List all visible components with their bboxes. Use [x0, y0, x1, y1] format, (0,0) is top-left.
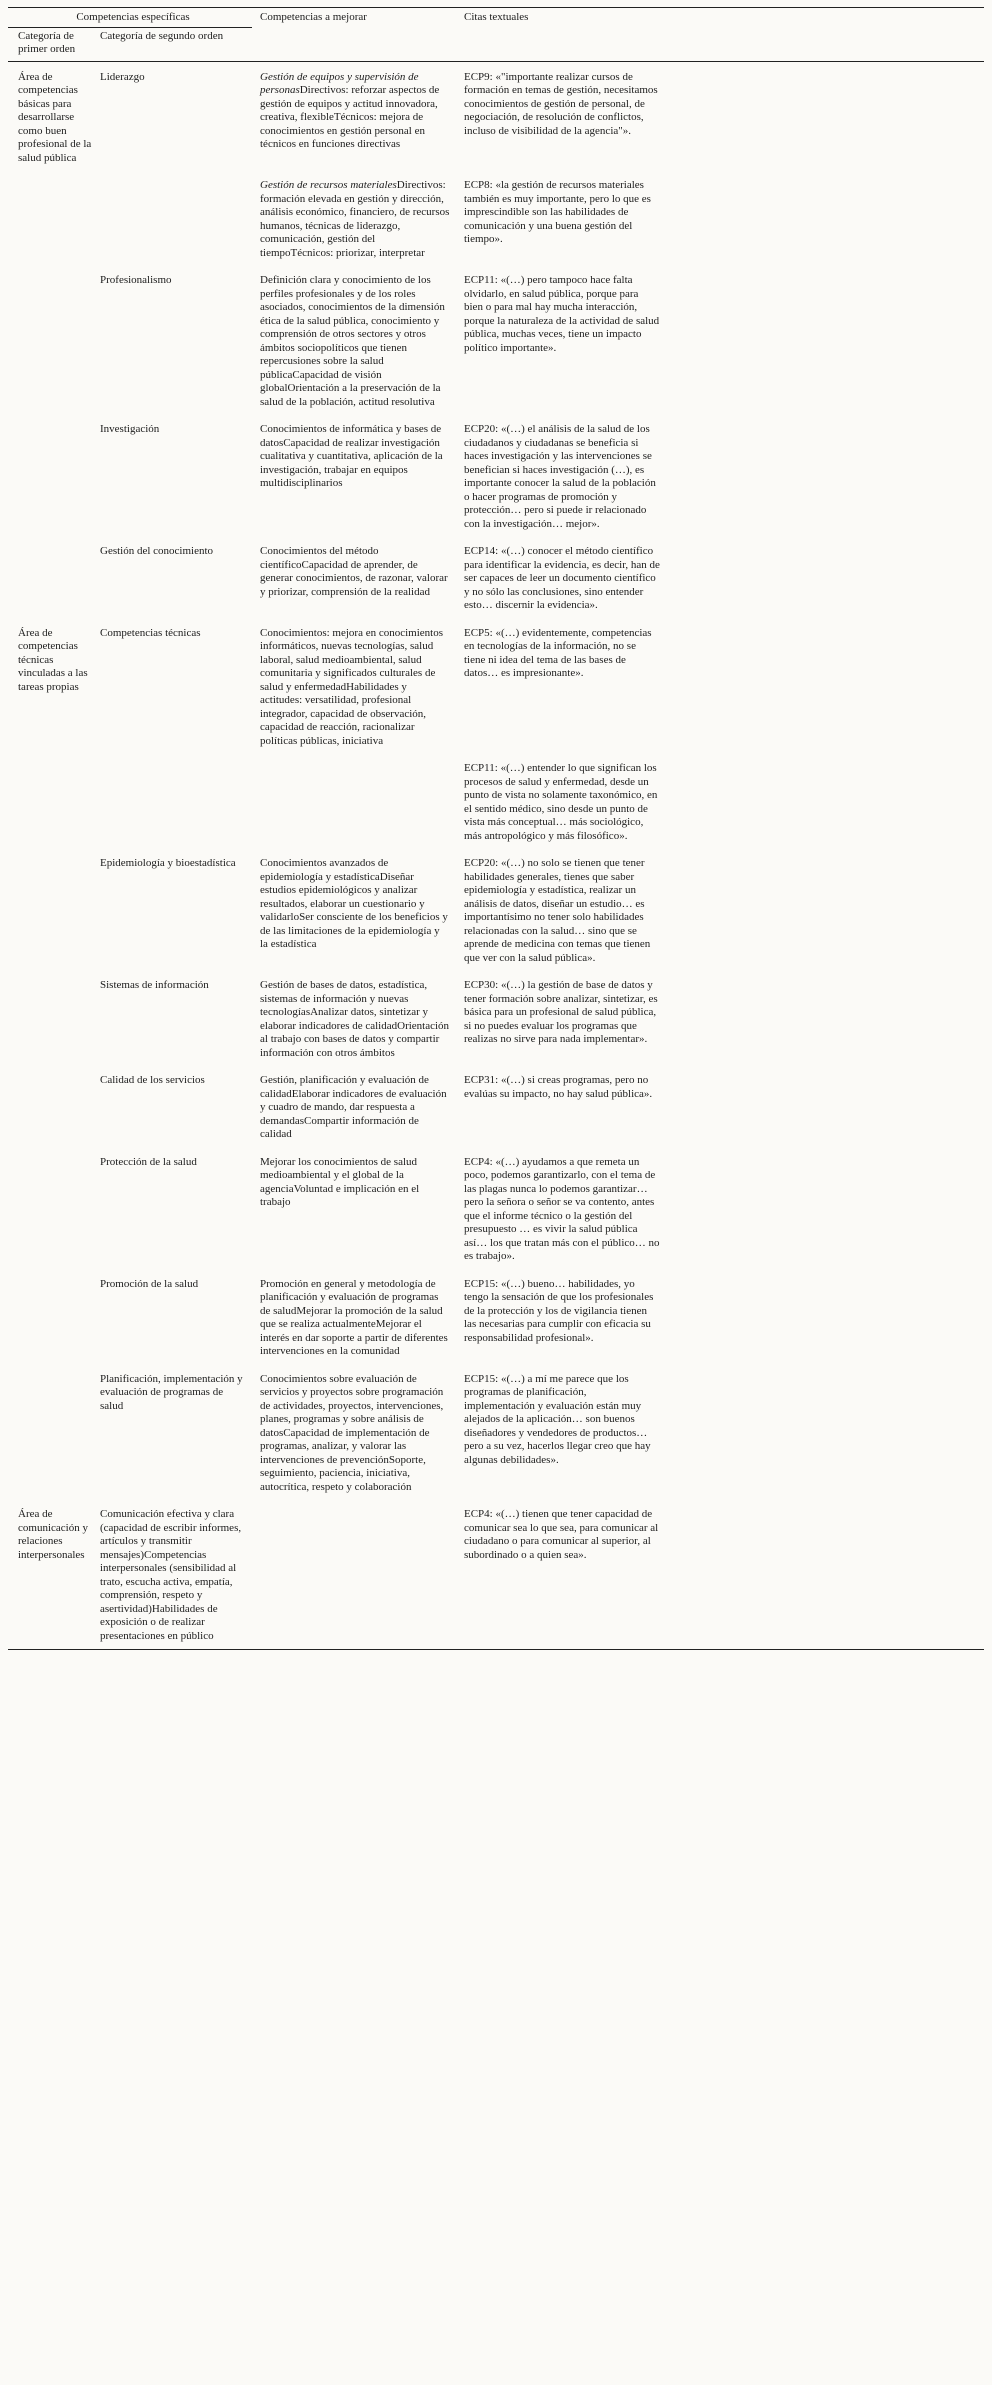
- first-order-category-cell: [8, 1373, 100, 1374]
- second-order-category-text: Calidad de los servicios: [100, 1074, 205, 1086]
- first-order-category-cell: [8, 1156, 100, 1157]
- second-order-category-cell: [100, 1074, 260, 1088]
- first-order-category-cell: [8, 423, 100, 424]
- table-row: [8, 71, 984, 166]
- cita-textual-cell: [464, 1508, 984, 1562]
- table-row: [8, 1156, 984, 1264]
- competencias-a-mejorar-cell: [260, 1373, 464, 1495]
- table-row: [8, 1373, 984, 1495]
- first-order-category-cell: [8, 71, 100, 166]
- cita-textual-text: ECP15: «(…) bueno… habilidades, yo tengo la sensación de que los profesionales de la protección y los de vigilancia tienen las necesarias para cumplir con eficacia su responsabilidad profesional».: [464, 1277, 654, 1344]
- column-header-categoria-primer-orden: Categoría de primer orden: [18, 29, 76, 55]
- column-group-header-competencias-especificas: [8, 11, 252, 28]
- competencias-a-mejorar-cell: [260, 979, 464, 1060]
- mejorar-text-segment: Conocimientos de informática y bases de datosCapacidad de realizar investigación cualitativa y cuantitativa, aplicación de la investigación, trabajar en equipos multidisciplinarios: [260, 423, 443, 489]
- cita-textual-text: ECP31: «(…) si creas programas, pero no evalúas su impacto, no hay salud pública».: [464, 1074, 653, 1100]
- mejorar-italic-segment: Gestión de recursos materiales: [260, 179, 397, 191]
- table-row: [8, 1074, 984, 1142]
- competencias-a-mejorar-cell: [260, 1074, 464, 1142]
- cita-textual-text: ECP8: «la gestión de recursos materiales también es muy importante, pero lo que es imprescindible son las habilidades de comunicación y una buena gestión del tiempo».: [464, 179, 651, 245]
- first-order-category-text: Área de comunicación y relaciones interpersonales: [18, 1508, 88, 1561]
- cita-textual-text: ECP15: «(…) a mí me parece que los programas de planificación, implementación y evaluación están muy alejados de la aplicación… son buenos diseñadores y vendedores de productos… pero a su vez, hacerlos llegar creo que hay algunas debilidades».: [464, 1372, 651, 1466]
- column-group-header-label: Competencias específicas: [76, 11, 190, 23]
- cita-textual-text: ECP30: «(…) la gestión de base de datos y tener formación sobre analizar, sintetizar, es básica para un profesional de salud pública, si no puedes evaluar los programas que realizas no sirve para nada implementar».: [464, 979, 658, 1045]
- cita-textual-text: ECP20: «(…) no solo se tienen que tener habilidades generales, tienes que saber epidemiología y estadística, realizar un análisis de datos, diseñar un estudio… es importantísimo no tener solo habilidades relacionadas con la salud… sino que se aprende de medicina con temas que tienen que ver con la salud pública».: [464, 857, 651, 964]
- second-order-category-cell: [100, 1508, 260, 1643]
- second-order-category-text: Sistemas de información: [100, 979, 209, 991]
- mejorar-text-segment: Gestión de bases de datos, estadística, sistemas de información y nuevas tecnologíasAnalizar datos, sintetizar y elaborar indicadores de calidadOrientación al trabajo con bases de datos y compartir información con otros ámbitos: [260, 979, 450, 1059]
- second-order-category-cell: [100, 545, 260, 559]
- competencias-a-mejorar-cell: [260, 1278, 464, 1359]
- cita-textual-cell: [464, 179, 984, 247]
- second-order-category-text: Profesionalismo: [100, 274, 172, 286]
- competencias-a-mejorar-text: [260, 71, 450, 152]
- competencias-a-mejorar-text: [260, 545, 450, 599]
- second-order-category-cell: [100, 1156, 260, 1170]
- first-order-category-cell: [8, 1278, 100, 1279]
- header-spacer-cell: [464, 30, 984, 57]
- competencias-a-mejorar-text: [260, 979, 450, 1060]
- cita-textual-cell: [464, 762, 984, 843]
- second-order-category-text: Promoción de la salud: [100, 1277, 199, 1290]
- second-order-category-cell: [100, 627, 260, 641]
- cita-textual-text: ECP11: «(…) entender lo que significan los procesos de salud y enfermedad, desde un punto de vista no solamente taxonómico, en el sentido médico, sino desde un punto de vista más conceptual… más sociológico, más antropológico y más filosófico».: [464, 762, 658, 842]
- competencias-a-mejorar-text: [260, 179, 450, 260]
- mejorar-text-segment: Directivos: reforzar aspectos de gestión de equipos y actitud innovadora, creativa, flexibleTécnicos: mejora de conocimientos en gestión personal en técnicos en funciones directivas: [260, 84, 440, 150]
- second-order-category-text: Competencias técnicas: [100, 626, 201, 639]
- competencias-a-mejorar-cell: [260, 423, 464, 491]
- first-order-category-cell: [8, 179, 100, 180]
- cita-textual-cell: [464, 979, 984, 1047]
- cita-textual-cell: [464, 857, 984, 965]
- competencias-a-mejorar-cell: [260, 274, 464, 409]
- table-row: [8, 762, 984, 843]
- competencias-a-mejorar-cell: [260, 1508, 464, 1509]
- mejorar-text-segment: Gestión, planificación y evaluación de calidadElaborar indicadores de evaluación y cuadro de mando, dar respuesta a demandasCompartir información de calidad: [260, 1074, 447, 1140]
- competencias-a-mejorar-text: [260, 423, 450, 491]
- second-order-category-cell: [100, 71, 260, 85]
- first-order-category-cell: [8, 857, 100, 858]
- competencias-a-mejorar-cell: [260, 1156, 464, 1210]
- first-order-category-cell: [8, 274, 100, 275]
- column-header-citas-textuales: Citas textuales: [464, 11, 529, 23]
- second-order-category-cell: [100, 857, 260, 871]
- second-order-category-text: Protección de la salud: [100, 1155, 197, 1168]
- second-order-category-cell: [100, 179, 260, 180]
- cita-textual-cell: [464, 545, 984, 613]
- table-row: [8, 979, 984, 1060]
- table-row: [8, 627, 984, 749]
- cita-textual-cell: [464, 71, 984, 139]
- table-row: [8, 1278, 984, 1359]
- cita-textual-cell: [464, 627, 984, 681]
- first-order-category-cell: [8, 979, 100, 980]
- cita-textual-text: ECP5: «(…) evidentemente, competencias en tecnologías de la información, no se tiene ni idea del tema de las bases de datos… es impresionante».: [464, 626, 652, 679]
- first-order-category-cell: [8, 627, 100, 695]
- competencias-a-mejorar-text: [260, 274, 450, 409]
- competencies-table: [8, 7, 984, 1650]
- table-header-row-1: [8, 11, 984, 28]
- competencias-a-mejorar-cell: [260, 71, 464, 152]
- cita-textual-text: ECP4: «(…) tienen que tener capacidad de comunicar sea lo que sea, para comunicar al ciudadano o para comunicar al superior, al subordinado o a quien sea».: [464, 1508, 659, 1561]
- cita-textual-cell: [464, 423, 984, 531]
- cita-textual-cell: [464, 274, 984, 355]
- cita-textual-text: ECP20: «(…) el análisis de la salud de los ciudadanos y ciudadanas se beneficia si haces investigación y las intervenciones se benefician si haces investigación (…), es importante conocer la salud de la población o hacer programas de promoción y protección… pero si puede ir relacionado con la investigación… mejor».: [464, 423, 656, 530]
- second-order-category-cell: [100, 1373, 260, 1414]
- second-order-category-text: Liderazgo: [100, 70, 145, 83]
- table-body: [8, 62, 984, 1650]
- cita-textual-cell: [464, 1278, 984, 1346]
- second-order-category-cell: [100, 1278, 260, 1292]
- table-row: [8, 857, 984, 965]
- competencias-a-mejorar-cell: [260, 545, 464, 599]
- table-row: [8, 179, 984, 260]
- cita-textual-text: ECP9: «"importante realizar cursos de formación en temas de gestión, necesitamos conocimientos de gestión de personal, de negociación, de resolución de conflictos, incluso de visibilidad de la agencia"».: [464, 70, 658, 137]
- competencias-a-mejorar-cell: [260, 762, 464, 763]
- mejorar-italic-segment: Gestión de equipos y supervisión de personas: [260, 70, 419, 96]
- cita-textual-cell: [464, 1373, 984, 1468]
- competencias-a-mejorar-text: [260, 1373, 450, 1495]
- second-order-category-text: Gestión del conocimiento: [100, 545, 214, 557]
- mejorar-text-segment: Promoción en general y metodología de planificación y evaluación de programas de saludMejorar la promoción de la salud que se realiza actualmenteMejorar el interés en dar soporte a partir de diferentes intervenciones en la comunidad: [260, 1277, 448, 1357]
- competencias-a-mejorar-text: [260, 627, 450, 749]
- cita-textual-text: ECP14: «(…) conocer el método científico para identificar la evidencia, es decir, han de ser capaces de leer un documento científico y no sólo las conclusiones, sino entender esto… discernir la evidencia».: [464, 545, 660, 611]
- column-header-categoria-segundo-orden: Categoría de segundo orden: [100, 29, 224, 42]
- second-order-category-cell: [100, 423, 260, 437]
- first-order-category-cell: [8, 1508, 100, 1562]
- competencias-a-mejorar-text: [260, 1278, 450, 1359]
- mejorar-text-segment: Definición clara y conocimiento de los perfiles profesionales y de los roles asociados, conocimientos de la dimensión ética de la salud pública, conocimiento y comprensión de otros sectores y otros ámbitos sociopolíticos que tienen repercusiones sobre la salud públicaCapacidad de visión globalOrientación a la preservación de la salud de la población, actitud resolutiva: [260, 274, 445, 408]
- mejorar-text-segment: Conocimientos del método científicoCapacidad de aprender, de generar conocimientos, de razonar, valorar y priorizar, comprensión de la realidad: [260, 545, 448, 598]
- table-header: [8, 8, 984, 62]
- cita-textual-cell: [464, 1156, 984, 1264]
- header-spacer-cell: [260, 30, 464, 57]
- competencias-a-mejorar-text: [260, 857, 450, 952]
- mejorar-text-segment: Directivos: formación elevada en gestión y dirección, análisis económico, financiero, de recursos humanos, técnicas de liderazgo, comunicación, gestión del tiempoTécnicos: priorizar, interpretar: [260, 179, 450, 259]
- competencias-a-mejorar-cell: [260, 627, 464, 749]
- cita-textual-text: ECP11: «(…) pero tampoco hace falta olvidarlo, en salud pública, porque para bien o para mal hay mucha interacción, porque la naturaleza de la actividad de salud pública, muchas veces, tiene un impacto político importante».: [464, 274, 660, 354]
- table-row: [8, 423, 984, 531]
- cita-textual-text: ECP4: «(…) ayudamos a que remeta un poco, podemos garantizarlo, con el tema de las plagas nunca lo podemos garantizar… pero la señora o señor se va contento, antes que el informe técnico o la gestión del presupuesto … es vivir la salud pública así… los que tratan más con el público… no es trabajo».: [464, 1155, 660, 1262]
- competencias-a-mejorar-text: [260, 1156, 450, 1210]
- mejorar-text-segment: Conocimientos avanzados de epidemiología y estadísticaDiseñar estudios epidemiológicos y analizar resultados, elaborar un cuestionario y validarloSer consciente de los beneficios y de las limitaciones de la epidemiología y la estadística: [260, 857, 448, 950]
- second-order-category-cell: [100, 979, 260, 993]
- mejorar-text-segment: Mejorar los conocimientos de salud medioambiental y el global de la agenciaVoluntad e implicación en el trabajo: [260, 1155, 420, 1208]
- second-order-category-cell: [100, 762, 260, 763]
- mejorar-text-segment: Conocimientos sobre evaluación de servicios y proyectos sobre programación de actividades, proyectos, intervenciones, planes, programas y sobre análisis de datosCapacidad de implementación de programas, analizar, y valorar las intervenciones de prevenciónSoporte, seguimiento, paciencia, iniciativa, autocrítica, respeto y colaboración: [260, 1372, 444, 1493]
- table-row: [8, 274, 984, 409]
- first-order-category-text: Área de competencias básicas para desarrollarse como buen profesional de la salud pública: [18, 70, 92, 164]
- cita-textual-cell: [464, 1074, 984, 1101]
- table-row: [8, 545, 984, 613]
- second-order-category-text: Investigación: [100, 423, 160, 435]
- table-header-row-2: [8, 28, 984, 61]
- second-order-category-text: Planificación, implementación y evaluación de programas de salud: [100, 1372, 243, 1412]
- competencias-a-mejorar-text: [260, 1074, 450, 1142]
- column-header-competencias-a-mejorar: Competencias a mejorar: [260, 11, 367, 23]
- table-row: [8, 1508, 984, 1643]
- first-order-category-cell: [8, 545, 100, 546]
- mejorar-text-segment: Conocimientos: mejora en conocimientos informáticos, nuevas tecnologías, salud laboral, salud medioambiental, salud comunitaria y significados culturales de salud y enfermedadHabilidades y actitudes: versatilidad, profesional integrador, capacidad de observación, capacidad de reacción, racionalizar políticas públicas, iniciativa: [260, 626, 443, 747]
- first-order-category-cell: [8, 762, 100, 763]
- second-order-category-text: Comunicación efectiva y clara (capacidad de escribir informes, artículos y transmitir mensajes)Competencias interpersonales (sensibilidad al trato, escucha activa, empatía, comprensión, respeto y asertividad)Habilidades de exposición o de realizar presentaciones en público: [100, 1508, 242, 1642]
- second-order-category-cell: [100, 274, 260, 288]
- competencias-a-mejorar-cell: [260, 179, 464, 260]
- first-order-category-cell: [8, 1074, 100, 1075]
- second-order-category-text: Epidemiología y bioestadística: [100, 857, 236, 869]
- competencias-a-mejorar-cell: [260, 857, 464, 952]
- first-order-category-text: Área de competencias técnicas vinculadas a las tareas propias: [18, 626, 88, 693]
